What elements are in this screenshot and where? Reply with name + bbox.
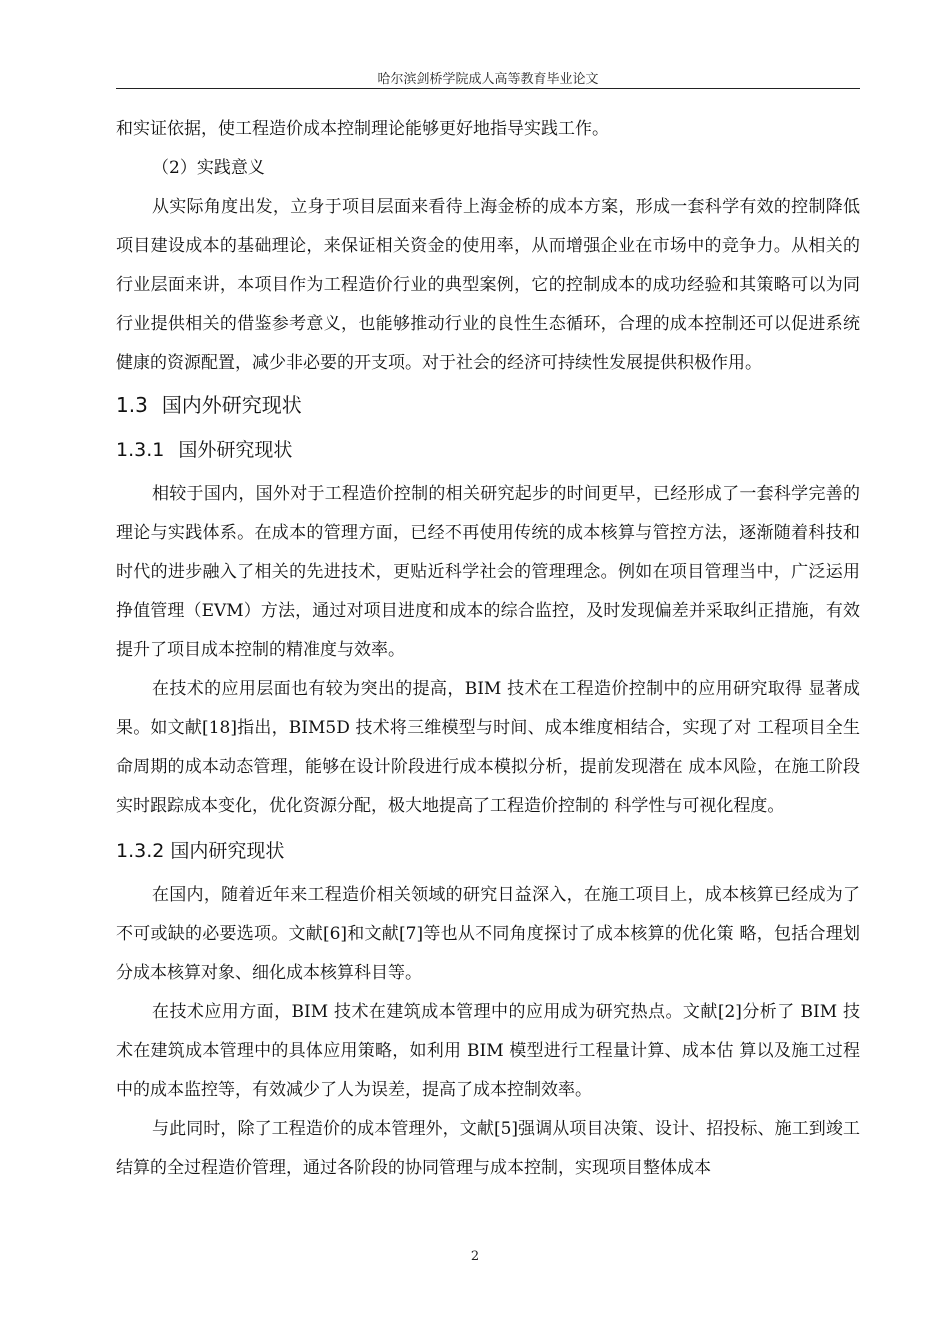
page-number: 2 <box>470 1249 480 1264</box>
section-title: 国外研究现状 <box>178 439 293 461</box>
section-heading-1-3-1 <box>116 429 860 471</box>
paragraph-domestic-research-1: 在国内，随着近年来工程造价相关领域的研究日益深入，在施工项目上，成本核算已经成为了不可或缺的必要选项。文献[6]和文献[7]等也从不同角度探讨了成本核算的优化策 略，包括合理划分成本核算对象、细化成本核算科目等。 <box>116 885 860 983</box>
section-heading-1-3 <box>116 385 860 425</box>
page-content <box>116 110 860 1188</box>
paragraph-continued: 和实证依据，使工程造价成本控制理论能够更好地指导实践工作。 <box>116 119 609 139</box>
running-header: 哈尔滨剑桥学院成人高等教育毕业论文 <box>377 72 599 87</box>
section-title: 国内外研究现状 <box>161 393 302 417</box>
paragraph-foreign-research-2: 在技术的应用层面也有较为突出的提高，BIM 技术在工程造价控制中的应用研究取得 显著成果。如文献[18]指出，BIM5D 技术将三维模型与时间、成本维度相结合，实现了对 工程项目全生命周期的成本动态管理，能够在设计阶段进行成本模拟分析，提前发现潜在 成本风险，在施工阶段实时跟踪成本变化，优化资源分配，极大地提高了工程造价控制的 科学性与可视化程度。 <box>116 679 860 816</box>
section-number: 1.3.1 <box>116 439 165 461</box>
paragraph-foreign-research-1: 相较于国内，国外对于工程造价控制的相关研究起步的时间更早，已经形成了一套科学完善的理论与实践体系。在成本的管理方面，已经不再使用传统的成本核算与管控方法，逐渐随着科技和时代的进步融入了相关的先进技术，更贴近科学社会的管理理念。例如在项目管理当中，广泛运用挣值管理（EVM）方法，通过对项目进度和成本的综合监控，及时发现偏差并采取纠正措施，有效提升了项目成本控制的精准度与效率。 <box>116 484 860 660</box>
section-number: 1.3 <box>116 393 148 417</box>
subheading-practical-significance: （2）实践意义 <box>152 158 265 178</box>
paragraph-domestic-research-3: 与此同时，除了工程造价的成本管理外，文献[5]强调从项目决策、设计、招投标、施工到竣工结算的全过程造价管理，通过各阶段的协同管理与成本控制，实现项目整体成本 <box>116 1119 860 1178</box>
header-divider <box>116 88 860 89</box>
section-heading-1-3-2 <box>116 830 860 872</box>
paragraph-domestic-research-2: 在技术应用方面，BIM 技术在建筑成本管理中的应用成为研究热点。文献[2]分析了 BIM 技术在建筑成本管理中的具体应用策略，如利用 BIM 模型进行工程量计算、成本估 算以及施工过程中的成本监控等，有效减少了人为误差，提高了成本控制效率。 <box>116 1002 860 1100</box>
paragraph-practical-significance: 从实际角度出发，立身于项目层面来看待上海金桥的成本方案，形成一套科学有效的控制降低项目建设成本的基础理论，来保证相关资金的使用率，从而增强企业在市场中的竞争力。从相关的行业层面来讲，本项目作为工程造价行业的典型案例，它的控制成本的成功经验和其策略可以为同行业提供相关的借鉴参考意义，也能够推动行业的良性生态循环，合理的成本控制还可以促进系统健康的资源配置，减少非必要的开支项。对于社会的经济可持续性发展提供积极作用。 <box>116 197 860 373</box>
section-title: 国内研究现状 <box>170 840 285 862</box>
section-number: 1.3.2 <box>116 840 165 862</box>
